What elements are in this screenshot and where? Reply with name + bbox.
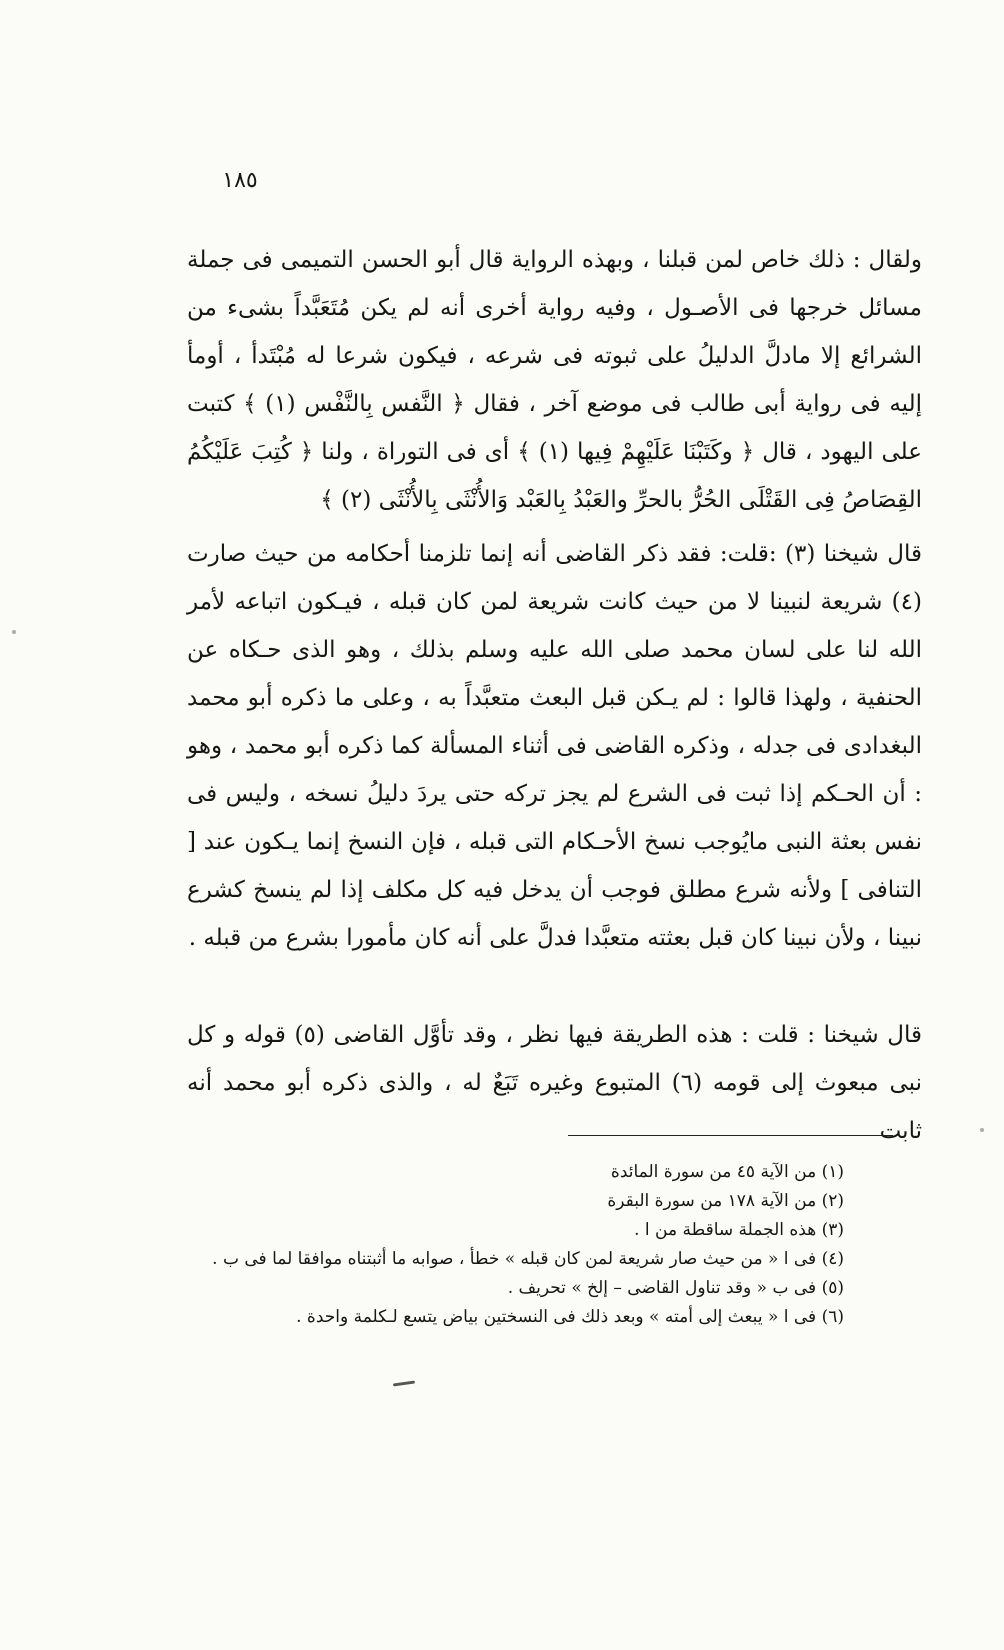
footnote-4: (٤) فى ا « من حيث صار شريعة لمن كان قبله » خطأ ، صوابه ما أثبتناه موافقا لما فى ب .: [212, 1249, 844, 1269]
footnote-3: (٣) هذه الجملة ساقطة من ا .: [634, 1220, 844, 1240]
footnotes: [194, 1158, 844, 1332]
footnote-separator: [568, 1135, 893, 1136]
margin-speck: [12, 630, 16, 634]
footnote-1: (١) من الآية ٤٥ من سورة المائدة: [610, 1162, 844, 1182]
body-paragraph-3: قال شيخنا : قلت : هذه الطريقة فيها نظر ، وقد تأوَّل القاضى (٥) قوله و كل نبى مبعوث إلى قومه (٦) المتبوع وغيره تَبَعٌ له ، والذى ذكره أبو محمد أنه ثابت: [187, 1022, 922, 1144]
footnote-2: (٢) من الآية ١٧٨ من سورة البقرة: [607, 1191, 844, 1211]
body-paragraph-2: قال شيخنا (٣) :قلت: فقد ذكر القاضى أنه إنما تلزمنا أحكامه من حيث صارت (٤) شريعة لنبينا لا من حيث كانت شريعة لمن كان قبله ، فيـكون اتباعه لأمر الله لنا على لسان محمد صلى الله عليه وسلم بذلك ، وهو الذى حـكاه عن الحنفية ، ولهذا قالوا : لم يـكن قبل البعث متعبَّداً به ، وعلى ما ذكره أبو محمد البغدادى فى جدله ، وذكره القاضى فى أثناء المسألة كما ذكره أبو محمد ، وهو : أن الحـكم إذا ثبت فى الشرع لم يجز تركه حتى يردَ دليلُ نسخه ، وليس فى نفس بعثة النبى مايُوجب نسخ الأحـكام التى قبله ، فإن النسخ إنما يـكون عند [ التنافى ] ولأنه شرع مطلق فوجب أن يدخل فيه كل مكلف إذا لم ينسخ كشرع نبينا ، ولأن نبينا كان قبل بعثته متعبَّدا فدلَّ على أنه كان مأمورا بشرع من قبله .: [187, 541, 922, 951]
footnote-5: (٥) فى ب « وقد تناول القاضى – إلخ » تحريف .: [507, 1278, 844, 1298]
body-paragraph-1: ولقال : ذلك خاص لمن قبلنا ، وبهذه الرواية قال أبو الحسن التميمى فى جملة مسائل خرجها فى الأصـول ، وفيه رواية أخرى أنه لم يكن مُتَعَبَّداً بشىء من الشرائع إلا مادلَّ الدليلُ على ثبوته فى شرعه ، فيكون شرعا له مُبْتَدأ ، أومأ إليه فى رواية أبى طالب فى موضع آخر ، فقال ﴿ النَّفس بِالنَّفْس (١) ﴾ كتبت على اليهود ، قال ﴿ وكَتَبْنَا عَلَيْهِمْ فِيها (١) ﴾ أى فى التوراة ، ولنا ﴿ كُتِبَ عَلَيْكُمُ القِصَاصُ فِى القَتْلَى الحُرُّ بالحرِّ والعَبْدُ بِالعَبْد وَالأُنْثَى بِالأُنْثَى (٢) ﴾: [187, 247, 922, 513]
page-number: ١٨٥: [222, 168, 258, 193]
margin-speck: [980, 1128, 984, 1132]
footnote-6: (٦) فى ا « يبعث إلى أمته » وبعد ذلك فى النسختين بياض يتسع لـكلمة واحدة .: [296, 1307, 844, 1327]
ink-mark: [393, 1380, 415, 1386]
